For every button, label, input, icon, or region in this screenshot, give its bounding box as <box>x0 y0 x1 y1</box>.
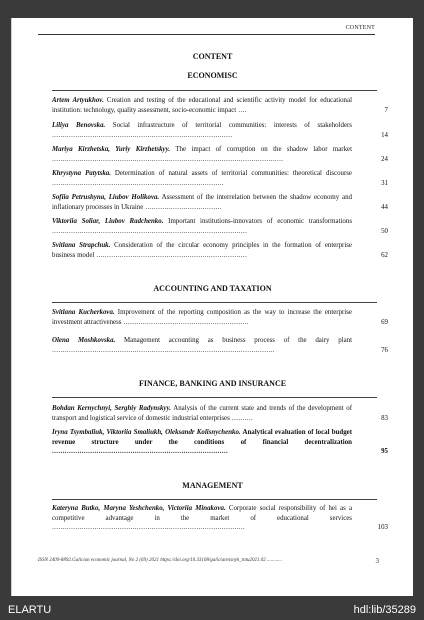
entry-title: Corporate social responsibility of hei as a competitive advantage in the market of educational services <box>52 505 353 522</box>
entry-title: Social infrastructure of territorial communities: interests of stakeholders <box>105 122 352 129</box>
toc-entry <box>52 169 388 188</box>
entry-title: Improvement of the reporting composition as the way to increase the enterprise investment attractiveness <box>52 309 352 326</box>
entry-authors: Khrystyna Patytska. <box>52 170 111 177</box>
entry-page: 62 <box>381 251 388 259</box>
entry-authors: Artem Artyukhov. <box>52 97 104 104</box>
entry-title: The impact of corruption on the shadow labor market <box>170 146 353 153</box>
entry-page: 83 <box>381 414 388 422</box>
entry-page: 24 <box>381 155 388 163</box>
toc-entry <box>52 96 388 115</box>
section-title-finance: FINANCE, BANKING AND INSURANCE <box>138 379 287 388</box>
document-page <box>11 18 413 596</box>
entry-leader: ................................................................................. <box>52 179 224 187</box>
section-title-economics: ECONOMISC <box>187 71 238 80</box>
footer-page-number: 3 <box>375 557 379 565</box>
running-head: CONTENT <box>345 25 375 31</box>
entry-authors: Viktoriia Soliar, Liubov Radchenko. <box>52 218 164 225</box>
footer-citation: ISSN 2409-8892.Galician economic journal, No 2 (69) 2021 https://doi.org/10.33108/galicianvisnyk_tntu2021.02 ............ <box>38 558 282 563</box>
entry-authors: Kateryna Butko, Maryna Yeshchenko, Victoriia Minakova. <box>52 505 226 512</box>
section-rule <box>52 90 377 91</box>
toc-entry <box>52 308 388 327</box>
entry-leader: .......... <box>229 414 254 422</box>
entry-title: Determination of natural assets of territorial communities: theoretical discourse <box>110 170 352 177</box>
entry-page: 14 <box>381 131 388 139</box>
entry-authors: Bohdan Kernychnyi, Serghiy Radynskyy. <box>52 405 171 412</box>
section-rule <box>52 499 377 500</box>
entry-leader: ....................................................................... <box>94 251 248 259</box>
section-title-accounting: ACCOUNTING AND TAXATION <box>153 284 272 293</box>
entry-page: 103 <box>377 524 388 532</box>
toc-entry <box>52 504 388 533</box>
toc-entry <box>52 217 388 236</box>
entry-leader: .... <box>236 106 247 114</box>
entry-authors: Sofiia Petrushyna, Liubov Holikova. <box>52 194 160 201</box>
entry-title: Creation and testing of the educational and scientific activity model for educational institution: technology, quality assessment, socio-economic impact <box>52 97 352 114</box>
entry-page: 7 <box>384 106 388 114</box>
section-rule <box>52 397 377 398</box>
entry-page: 31 <box>381 179 388 187</box>
toc-entry <box>52 404 388 423</box>
entry-leader: ......................................................................................................... <box>52 346 275 354</box>
entry-page: 76 <box>381 346 388 354</box>
toc-entry <box>52 145 388 164</box>
content-title: CONTENT <box>192 52 233 61</box>
entry-leader: ........................................................... <box>121 318 249 326</box>
entry-page: 69 <box>381 318 388 326</box>
entry-title: Management accounting as business process of the dairy plant <box>115 337 352 344</box>
section-title-management: MANAGEMENT <box>182 481 243 490</box>
header-rule <box>38 34 375 35</box>
entry-leader: ............................................................................................................. <box>52 155 284 163</box>
entry-leader: ................................................................................... <box>52 448 229 456</box>
entry-page: 44 <box>381 203 388 211</box>
entry-title: Consideration of the circular economy principles in the formation of enterprise business model <box>52 242 352 259</box>
toc-entry <box>52 241 388 260</box>
entry-leader: ..................................................................................... <box>52 131 233 139</box>
toc-entry <box>52 121 388 140</box>
entry-title: Analysis of the current state and trends of the development of transport and logistical service of domestic industrial enterprises <box>52 405 352 422</box>
entry-authors: Liliya Benovska. <box>52 122 106 129</box>
entry-leader: .................................... <box>143 203 222 211</box>
toc-entry <box>52 428 388 457</box>
entry-page: 95 <box>381 448 388 456</box>
entry-title: Important institutions-innovators of economic transformations <box>163 218 352 225</box>
entry-authors: Svitlana Strapchuk. <box>52 242 111 249</box>
entry-authors: Iryna Tsymbaliuk, Viktoriia Smaliukh, Oleksandr Kolisnychenko. <box>52 429 241 436</box>
toc-entry <box>52 336 388 355</box>
entry-authors: Olena Moshkovska. <box>52 337 116 344</box>
entry-page: 50 <box>381 227 388 235</box>
section-rule <box>52 302 377 303</box>
entry-title: Assessment of the interrelation between the shadow economy and inflationary processes in Ukraine <box>52 194 352 211</box>
entry-leader: ........................................................................................... <box>52 524 246 532</box>
entry-authors: Mariya Kirzhetska, Yuriy Kirzhetskyy. <box>52 146 171 153</box>
toc-entry <box>52 193 388 212</box>
handle-label: hdl:lib/35289 <box>353 604 416 616</box>
entry-authors: Svitlana Kucherkova. <box>52 309 115 316</box>
page-footer <box>38 557 379 565</box>
repository-label: ELARTU <box>8 604 52 616</box>
entry-title: Analytical evaluation of local budget revenue structure under the conditions of financial decentralization <box>52 429 352 446</box>
entry-leader: ............................................................................................ <box>52 227 248 235</box>
